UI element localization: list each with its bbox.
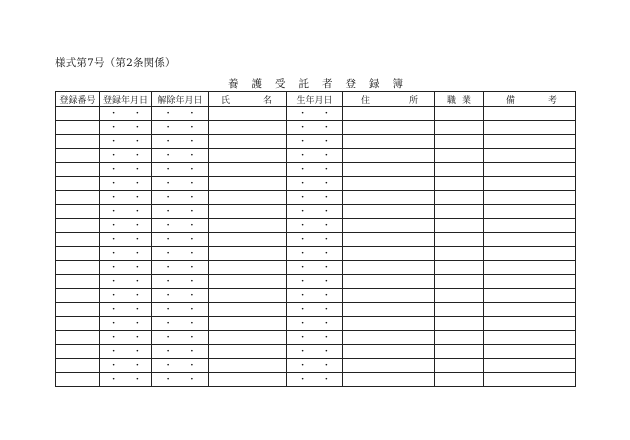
cell-occupation[interactable] <box>435 331 484 345</box>
date-separator-dots: ・ ・ <box>163 291 203 301</box>
cell-reg-date[interactable] <box>100 373 152 387</box>
cell-birth-date[interactable] <box>287 289 343 303</box>
cell-reg-date[interactable] <box>100 359 152 373</box>
cell-occupation[interactable] <box>435 345 484 359</box>
cell-address[interactable] <box>343 331 435 345</box>
registry-table <box>55 91 576 387</box>
table-row <box>56 345 576 359</box>
cell-occupation[interactable] <box>435 191 484 205</box>
cell-address[interactable] <box>343 345 435 359</box>
cell-name[interactable] <box>209 219 287 233</box>
header-remarks: 備 考 <box>484 92 576 107</box>
table-row <box>56 247 576 261</box>
cell-birth-date[interactable] <box>287 205 343 219</box>
cell-address[interactable] <box>343 275 435 289</box>
date-separator-dots: ・ ・ <box>109 347 148 357</box>
cell-reg-number[interactable] <box>56 289 100 303</box>
cell-cancel-date[interactable] <box>152 135 209 149</box>
cell-cancel-date[interactable] <box>152 219 209 233</box>
form-number: 様式第7号（第2条関係） <box>55 57 176 69</box>
date-separator-dots: ・ ・ <box>163 151 203 161</box>
cell-address[interactable] <box>343 359 435 373</box>
cell-address[interactable] <box>343 163 435 177</box>
date-separator-dots: ・ ・ <box>163 137 203 147</box>
cell-name[interactable] <box>209 135 287 149</box>
header-reg-number: 登録番号 <box>56 92 100 107</box>
cell-occupation[interactable] <box>435 177 484 191</box>
cell-birth-date[interactable] <box>287 163 343 177</box>
cell-birth-date[interactable] <box>287 149 343 163</box>
table-row <box>56 191 576 205</box>
date-separator-dots: ・ ・ <box>298 137 337 147</box>
cell-remarks[interactable] <box>484 261 576 275</box>
date-separator-dots: ・ ・ <box>298 123 337 133</box>
date-separator-dots: ・ ・ <box>163 375 203 385</box>
cell-birth-date[interactable] <box>287 191 343 205</box>
date-separator-dots: ・ ・ <box>109 235 148 245</box>
date-separator-dots: ・ ・ <box>109 193 148 203</box>
cell-address[interactable] <box>343 289 435 303</box>
cell-address[interactable] <box>343 177 435 191</box>
date-separator-dots: ・ ・ <box>163 249 203 259</box>
cell-birth-date[interactable] <box>287 275 343 289</box>
date-separator-dots: ・ ・ <box>109 263 148 273</box>
table-row <box>56 205 576 219</box>
cell-reg-date[interactable] <box>100 345 152 359</box>
header-occupation: 職 業 <box>435 92 484 107</box>
cell-reg-date[interactable] <box>100 219 152 233</box>
cell-occupation[interactable] <box>435 219 484 233</box>
cell-birth-date[interactable] <box>287 247 343 261</box>
date-separator-dots: ・ ・ <box>163 109 203 119</box>
table-row <box>56 149 576 163</box>
cell-address[interactable] <box>343 107 435 121</box>
date-separator-dots: ・ ・ <box>298 151 337 161</box>
header-row <box>56 92 576 107</box>
cell-remarks[interactable] <box>484 359 576 373</box>
cell-cancel-date[interactable] <box>152 149 209 163</box>
cell-cancel-date[interactable] <box>152 373 209 387</box>
cell-occupation[interactable] <box>435 163 484 177</box>
cell-birth-date[interactable] <box>287 135 343 149</box>
date-separator-dots: ・ ・ <box>298 221 337 231</box>
cell-reg-date[interactable] <box>100 317 152 331</box>
table-row <box>56 107 576 121</box>
table-row <box>56 289 576 303</box>
date-separator-dots: ・ ・ <box>298 319 337 329</box>
cell-occupation[interactable] <box>435 275 484 289</box>
cell-address[interactable] <box>343 233 435 247</box>
date-separator-dots: ・ ・ <box>109 137 148 147</box>
cell-reg-number[interactable] <box>56 261 100 275</box>
cell-reg-date[interactable] <box>100 163 152 177</box>
date-separator-dots: ・ ・ <box>109 277 148 287</box>
cell-occupation[interactable] <box>435 289 484 303</box>
date-separator-dots: ・ ・ <box>109 207 148 217</box>
cell-reg-date[interactable] <box>100 233 152 247</box>
cell-cancel-date[interactable] <box>152 107 209 121</box>
date-separator-dots: ・ ・ <box>298 277 337 287</box>
cell-address[interactable] <box>343 247 435 261</box>
cell-reg-number[interactable] <box>56 177 100 191</box>
cell-name[interactable] <box>209 303 287 317</box>
table-row <box>56 317 576 331</box>
cell-occupation[interactable] <box>435 317 484 331</box>
cell-address[interactable] <box>343 149 435 163</box>
date-separator-dots: ・ ・ <box>298 235 337 245</box>
cell-name[interactable] <box>209 121 287 135</box>
cell-reg-number[interactable] <box>56 303 100 317</box>
header-address: 住 所 <box>343 92 435 107</box>
cell-reg-date[interactable] <box>100 121 152 135</box>
date-separator-dots: ・ ・ <box>163 333 203 343</box>
cell-occupation[interactable] <box>435 205 484 219</box>
cell-reg-number[interactable] <box>56 233 100 247</box>
cell-name[interactable] <box>209 107 287 121</box>
cell-cancel-date[interactable] <box>152 261 209 275</box>
table-row <box>56 261 576 275</box>
cell-remarks[interactable] <box>484 275 576 289</box>
cell-occupation[interactable] <box>435 373 484 387</box>
date-separator-dots: ・ ・ <box>298 375 337 385</box>
cell-remarks[interactable] <box>484 247 576 261</box>
cell-reg-date[interactable] <box>100 289 152 303</box>
cell-name[interactable] <box>209 275 287 289</box>
cell-address[interactable] <box>343 317 435 331</box>
header-cancel-date: 解除年月日 <box>152 92 209 107</box>
cell-remarks[interactable] <box>484 233 576 247</box>
cell-birth-date[interactable] <box>287 121 343 135</box>
cell-reg-number[interactable] <box>56 121 100 135</box>
table-row <box>56 163 576 177</box>
table-row <box>56 121 576 135</box>
cell-birth-date[interactable] <box>287 261 343 275</box>
date-separator-dots: ・ ・ <box>298 207 337 217</box>
cell-birth-date[interactable] <box>287 303 343 317</box>
cell-reg-number[interactable] <box>56 135 100 149</box>
cell-name[interactable] <box>209 331 287 345</box>
cell-reg-number[interactable] <box>56 219 100 233</box>
date-separator-dots: ・ ・ <box>109 221 148 231</box>
cell-remarks[interactable] <box>484 191 576 205</box>
date-separator-dots: ・ ・ <box>163 361 203 371</box>
date-separator-dots: ・ ・ <box>163 277 203 287</box>
cell-reg-date[interactable] <box>100 177 152 191</box>
date-separator-dots: ・ ・ <box>298 165 337 175</box>
date-separator-dots: ・ ・ <box>163 123 203 133</box>
cell-reg-date[interactable] <box>100 331 152 345</box>
cell-reg-number[interactable] <box>56 205 100 219</box>
cell-birth-date[interactable] <box>287 345 343 359</box>
header-name: 氏 名 <box>209 92 287 107</box>
cell-occupation[interactable] <box>435 359 484 373</box>
cell-reg-number[interactable] <box>56 345 100 359</box>
cell-occupation[interactable] <box>435 233 484 247</box>
cell-address[interactable] <box>343 121 435 135</box>
cell-reg-date[interactable] <box>100 191 152 205</box>
cell-name[interactable] <box>209 163 287 177</box>
date-separator-dots: ・ ・ <box>109 333 148 343</box>
cell-name[interactable] <box>209 359 287 373</box>
cell-cancel-date[interactable] <box>152 359 209 373</box>
date-separator-dots: ・ ・ <box>298 179 337 189</box>
cell-remarks[interactable] <box>484 303 576 317</box>
cell-remarks[interactable] <box>484 289 576 303</box>
cell-remarks[interactable] <box>484 149 576 163</box>
cell-cancel-date[interactable] <box>152 163 209 177</box>
cell-reg-date[interactable] <box>100 275 152 289</box>
date-separator-dots: ・ ・ <box>298 263 337 273</box>
cell-cancel-date[interactable] <box>152 247 209 261</box>
cell-reg-number[interactable] <box>56 163 100 177</box>
date-separator-dots: ・ ・ <box>109 249 148 259</box>
cell-reg-number[interactable] <box>56 107 100 121</box>
cell-name[interactable] <box>209 149 287 163</box>
table-row <box>56 275 576 289</box>
cell-name[interactable] <box>209 247 287 261</box>
cell-address[interactable] <box>343 205 435 219</box>
cell-remarks[interactable] <box>484 205 576 219</box>
date-separator-dots: ・ ・ <box>298 305 337 315</box>
table-row <box>56 373 576 387</box>
date-separator-dots: ・ ・ <box>298 249 337 259</box>
date-separator-dots: ・ ・ <box>163 235 203 245</box>
cell-cancel-date[interactable] <box>152 331 209 345</box>
cell-cancel-date[interactable] <box>152 205 209 219</box>
cell-reg-number[interactable] <box>56 331 100 345</box>
date-separator-dots: ・ ・ <box>163 179 203 189</box>
registry-rows <box>56 107 576 387</box>
cell-cancel-date[interactable] <box>152 191 209 205</box>
date-separator-dots: ・ ・ <box>109 319 148 329</box>
date-separator-dots: ・ ・ <box>163 165 203 175</box>
cell-reg-number[interactable] <box>56 373 100 387</box>
cell-name[interactable] <box>209 317 287 331</box>
date-separator-dots: ・ ・ <box>298 347 337 357</box>
cell-address[interactable] <box>343 373 435 387</box>
cell-birth-date[interactable] <box>287 331 343 345</box>
cell-reg-number[interactable] <box>56 149 100 163</box>
cell-name[interactable] <box>209 373 287 387</box>
date-separator-dots: ・ ・ <box>298 291 337 301</box>
date-separator-dots: ・ ・ <box>109 109 148 119</box>
cell-reg-date[interactable] <box>100 303 152 317</box>
table-row <box>56 233 576 247</box>
cell-name[interactable] <box>209 345 287 359</box>
date-separator-dots: ・ ・ <box>163 347 203 357</box>
cell-reg-number[interactable] <box>56 317 100 331</box>
cell-cancel-date[interactable] <box>152 317 209 331</box>
table-row <box>56 359 576 373</box>
cell-birth-date[interactable] <box>287 359 343 373</box>
cell-reg-date[interactable] <box>100 149 152 163</box>
date-separator-dots: ・ ・ <box>163 193 203 203</box>
table-row <box>56 331 576 345</box>
date-separator-dots: ・ ・ <box>163 305 203 315</box>
cell-reg-number[interactable] <box>56 359 100 373</box>
cell-occupation[interactable] <box>435 247 484 261</box>
cell-remarks[interactable] <box>484 135 576 149</box>
cell-reg-date[interactable] <box>100 107 152 121</box>
cell-cancel-date[interactable] <box>152 275 209 289</box>
table-row <box>56 303 576 317</box>
cell-name[interactable] <box>209 289 287 303</box>
cell-birth-date[interactable] <box>287 219 343 233</box>
cell-cancel-date[interactable] <box>152 289 209 303</box>
cell-name[interactable] <box>209 233 287 247</box>
cell-occupation[interactable] <box>435 135 484 149</box>
cell-occupation[interactable] <box>435 303 484 317</box>
cell-name[interactable] <box>209 205 287 219</box>
cell-address[interactable] <box>343 135 435 149</box>
date-separator-dots: ・ ・ <box>109 179 148 189</box>
cell-remarks[interactable] <box>484 107 576 121</box>
date-separator-dots: ・ ・ <box>163 221 203 231</box>
cell-birth-date[interactable] <box>287 177 343 191</box>
table-row <box>56 135 576 149</box>
cell-cancel-date[interactable] <box>152 121 209 135</box>
date-separator-dots: ・ ・ <box>163 263 203 273</box>
date-separator-dots: ・ ・ <box>109 375 148 385</box>
table-row <box>56 177 576 191</box>
cell-remarks[interactable] <box>484 121 576 135</box>
cell-remarks[interactable] <box>484 219 576 233</box>
date-separator-dots: ・ ・ <box>298 109 337 119</box>
cell-address[interactable] <box>343 261 435 275</box>
cell-reg-date[interactable] <box>100 247 152 261</box>
date-separator-dots: ・ ・ <box>298 193 337 203</box>
cell-cancel-date[interactable] <box>152 177 209 191</box>
date-separator-dots: ・ ・ <box>163 207 203 217</box>
header-birth-date: 生年月日 <box>287 92 343 107</box>
cell-occupation[interactable] <box>435 149 484 163</box>
cell-address[interactable] <box>343 219 435 233</box>
cell-remarks[interactable] <box>484 373 576 387</box>
cell-cancel-date[interactable] <box>152 345 209 359</box>
cell-reg-number[interactable] <box>56 191 100 205</box>
date-separator-dots: ・ ・ <box>109 165 148 175</box>
date-separator-dots: ・ ・ <box>109 151 148 161</box>
cell-reg-date[interactable] <box>100 205 152 219</box>
cell-name[interactable] <box>209 191 287 205</box>
cell-occupation[interactable] <box>435 261 484 275</box>
cell-birth-date[interactable] <box>287 373 343 387</box>
cell-cancel-date[interactable] <box>152 233 209 247</box>
header-reg-date: 登録年月日 <box>100 92 152 107</box>
cell-remarks[interactable] <box>484 317 576 331</box>
cell-birth-date[interactable] <box>287 233 343 247</box>
date-separator-dots: ・ ・ <box>109 361 148 371</box>
date-separator-dots: ・ ・ <box>163 319 203 329</box>
date-separator-dots: ・ ・ <box>298 361 337 371</box>
date-separator-dots: ・ ・ <box>298 333 337 343</box>
cell-address[interactable] <box>343 191 435 205</box>
cell-reg-number[interactable] <box>56 275 100 289</box>
date-separator-dots: ・ ・ <box>109 291 148 301</box>
cell-remarks[interactable] <box>484 331 576 345</box>
date-separator-dots: ・ ・ <box>109 123 148 133</box>
document-title: 養護受託者登録簿 <box>228 78 416 90</box>
cell-remarks[interactable] <box>484 163 576 177</box>
cell-reg-date[interactable] <box>100 135 152 149</box>
cell-address[interactable] <box>343 303 435 317</box>
cell-name[interactable] <box>209 261 287 275</box>
cell-birth-date[interactable] <box>287 107 343 121</box>
cell-name[interactable] <box>209 177 287 191</box>
cell-occupation[interactable] <box>435 107 484 121</box>
cell-reg-date[interactable] <box>100 261 152 275</box>
cell-cancel-date[interactable] <box>152 303 209 317</box>
cell-occupation[interactable] <box>435 121 484 135</box>
cell-reg-number[interactable] <box>56 247 100 261</box>
table-row <box>56 219 576 233</box>
cell-remarks[interactable] <box>484 345 576 359</box>
date-separator-dots: ・ ・ <box>109 305 148 315</box>
cell-remarks[interactable] <box>484 177 576 191</box>
cell-birth-date[interactable] <box>287 317 343 331</box>
